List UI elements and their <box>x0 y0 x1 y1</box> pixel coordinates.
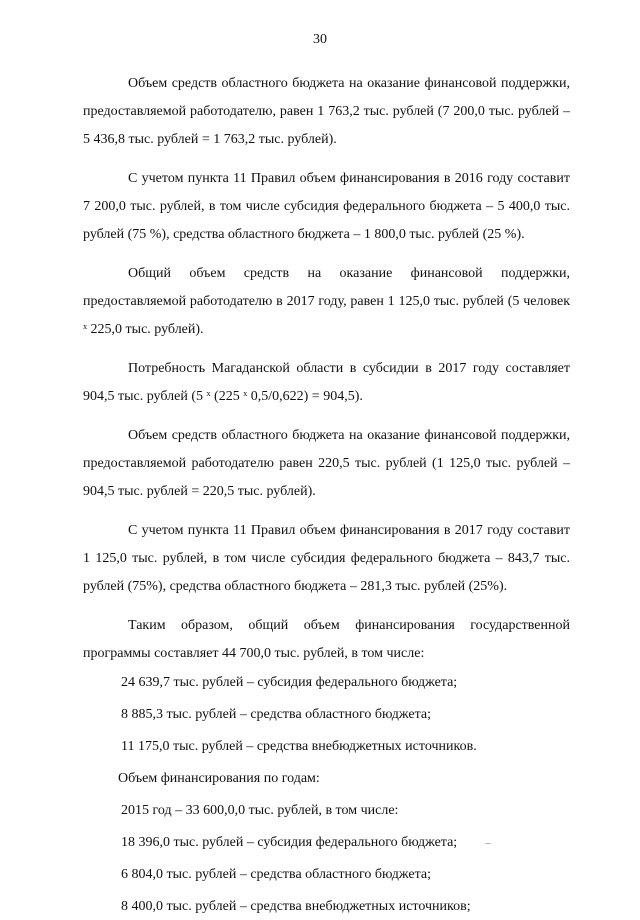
paragraph: Объем средств областного бюджета на оказание финансовой поддержки, предоставляемой работодателю равен 220,5 тыс. рублей (1 125,0 тыс. рублей – 904,5 тыс. рублей = 220,5 тыс. рублей). <box>83 428 570 499</box>
document-body <box>83 70 570 920</box>
list-item: 24 639,7 тыс. рублей – субсидия федерального бюджета; <box>121 675 458 690</box>
paragraph: Потребность Магаданской области в субсидии в 2017 году составляет 904,5 тыс. рублей (5 ˣ (225 ˣ 0,5/0,622) = 904,5). <box>83 361 570 404</box>
total-funding-list <box>83 670 570 766</box>
paragraph: С учетом пункта 11 Правил объем финансирования в 2016 году составит 7 200,0 тыс. рублей, в том числе субсидия федерального бюджета – 5 400,0 тыс. рублей (75 %), средства областного бюджета – 1 800,0 тыс. рублей (25 %). <box>83 171 570 242</box>
page-number: 30 <box>313 32 327 47</box>
paragraph: Таким образом, общий объем финансирования государственной программы составляет 44 700,0 тыс. рублей, в том числе: <box>83 618 570 661</box>
paragraph: С учетом пункта 11 Правил объем финансирования в 2017 году составит 1 125,0 тыс. рублей, в том числе субсидия федерального бюджета – 843,7 тыс. рублей (75%), средства областного бюджета – 281,3 тыс. рублей (25%). <box>83 523 570 594</box>
year-2015-line: 2015 год – 33 600,0,0 тыс. рублей, в том числе: <box>121 803 399 818</box>
list-item: 11 175,0 тыс. рублей – средства внебюджетных источников. <box>121 739 477 754</box>
list-item: 18 396,0 тыс. рублей – субсидия федерального бюджета; <box>121 835 458 850</box>
paragraph: Общий объем средств на оказание финансовой поддержки, предоставляемой работодателю в 2017 году, равен 1 125,0 тыс. рублей (5 человек ˣ 225,0 тыс. рублей). <box>83 266 570 337</box>
list-item: 6 804,0 тыс. рублей – средства областного бюджета; <box>121 867 431 882</box>
scan-mark <box>485 843 491 844</box>
by-year-heading: Объем финансирования по годам: <box>118 771 320 786</box>
year-2015-list <box>83 830 570 920</box>
list-item: 8 885,3 тыс. рублей – средства областного бюджета; <box>121 707 431 722</box>
list-item: 8 400,0 тыс. рублей – средства внебюджетных источников; <box>121 899 471 914</box>
paragraph: Объем средств областного бюджета на оказание финансовой поддержки, предоставляемой работодателю, равен 1 763,2 тыс. рублей (7 200,0 тыс. рублей – 5 436,8 тыс. рублей = 1 763,2 тыс. рублей). <box>83 76 570 147</box>
